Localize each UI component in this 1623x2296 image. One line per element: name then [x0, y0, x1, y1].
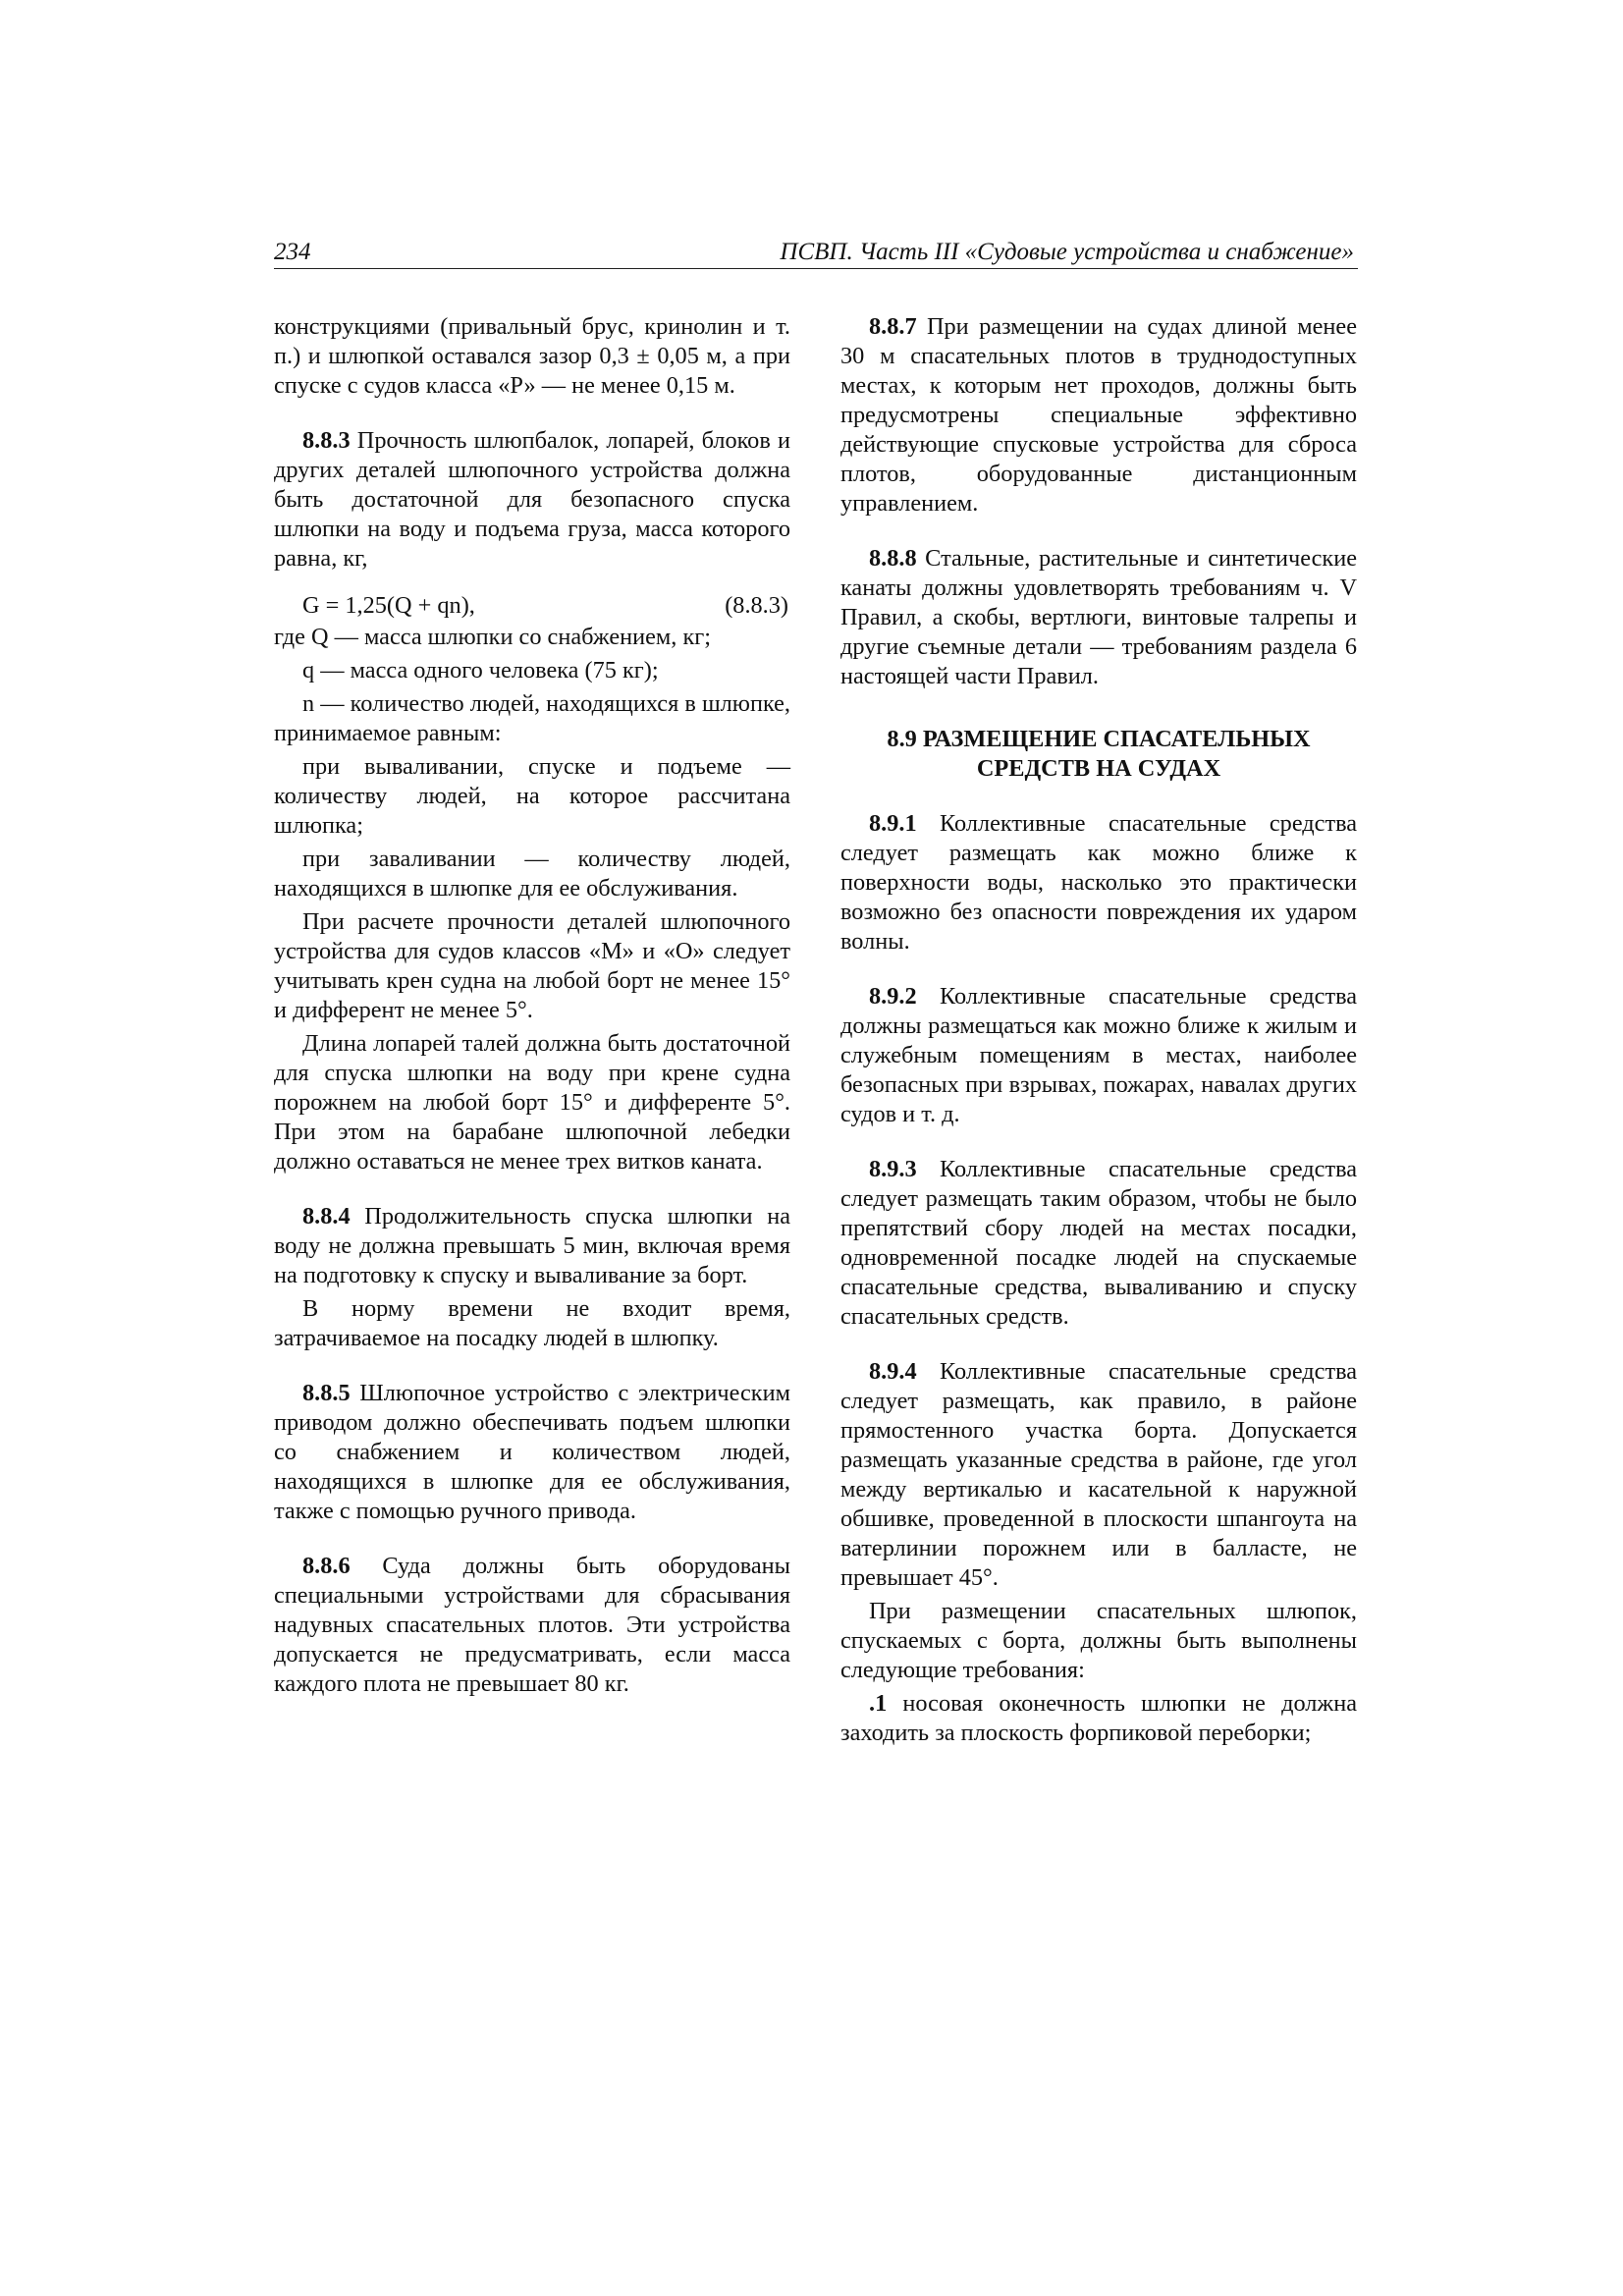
running-title: ПСВП. Часть III «Судовые устройства и снабжение»: [780, 239, 1354, 265]
paragraph-8-9-3: [840, 1155, 1357, 1332]
paragraph-8-8-4: [274, 1202, 790, 1290]
page-number: 234: [274, 239, 311, 265]
paragraph-continuation: конструкциями (привальный брус, кринолин и т. п.) и шлюпкой оставался зазор 0,3 ± 0,05 м, а при спуске с судов класса «Р» — не менее 0,15 м.: [274, 313, 790, 399]
list-item-1: [840, 1689, 1357, 1748]
clause-text: Прочность шлюпбалок, лопарей, блоков и других деталей шлюпочного устройства должна быть достаточной для безопасного спуска шлюпки на воду и подъема груза, масса которого равна, кг,: [274, 427, 790, 572]
paragraph-vyvalivanie: при вываливании, спуске и подъеме — количеству людей, на которое рассчитана шлюпка;: [274, 753, 790, 839]
section-heading-line-1: 8.9 РАЗМЕЩЕНИЕ СПАСАТЕЛЬНЫХ: [887, 726, 1311, 752]
paragraph-pri-razmeshchenii: При размещении спасательных шлюпок, спускаемых с борта, должны быть выполнены следующие требования:: [840, 1598, 1357, 1683]
paragraph-8-8-6: [274, 1552, 790, 1699]
clause-number: 8.8.5: [302, 1380, 351, 1406]
where-small-q: q — масса одного человека (75 кг);: [302, 657, 659, 683]
list-item-number: .1: [869, 1690, 888, 1717]
clause-text: Стальные, растительные и синтетические канаты должны удовлетворять требованиям ч. V Правил, а скобы, вертлюги, винтовые талрепы и другие съемные детали — требованиям раздела 6 настоящей части Правил.: [840, 545, 1357, 689]
clause-text: Суда должны быть оборудованы специальными устройствами для сбрасывания надувных спасательных плотов. Эти устройства допускается не предусматривать, если масса каждого плота не превышает 80 кг.: [274, 1553, 790, 1697]
clause-number: 8.8.7: [869, 313, 917, 340]
clause-number: 8.9.4: [869, 1358, 917, 1385]
list-item-text: носовая оконечность шлюпки не должна заходить за плоскость форпиковой переборки;: [840, 1690, 1357, 1746]
formula-number: (8.8.3): [725, 592, 788, 619]
paragraph-8-8-8: [840, 544, 1357, 691]
paragraph-8-9-4: [840, 1357, 1357, 1593]
clause-number: 8.9.1: [869, 810, 917, 837]
clause-number: 8.8.3: [302, 427, 351, 454]
clause-text: Продолжительность спуска шлюпки на воду не должна превышать 5 мин, включая время на подготовку к спуску и вываливание за борт.: [274, 1203, 790, 1288]
left-column: [274, 312, 790, 1712]
clause-text: Коллективные спасательные средства следует размещать, как правило, в районе прямостенного участка борта. Допускается размещать указанные средства в районе, где угол между вертикалью и касательной к наружной обшивке, проведенной в плоскости шпангоута на ватерлинии порожнем или в балласте, не превышает 45°.: [840, 1358, 1357, 1591]
paragraph-norm: В норму времени не входит время, затрачиваемое на посадку людей в шлюпку.: [274, 1295, 790, 1351]
paragraph-8-8-3: [274, 426, 790, 574]
right-column: [840, 312, 1357, 1748]
paragraph-zavalivanie: при заваливании — количеству людей, находящихся в шлюпке для ее обслуживания.: [274, 846, 790, 902]
clause-text: Коллективные спасательные средства следует размещать таким образом, чтобы не было препятствий сбору людей на местах посадки, одновременной посадке людей на спускаемые спасательные средства, вываливанию и спуску спасательных средств.: [840, 1156, 1357, 1330]
clause-text: Шлюпочное устройство с электрическим приводом должно обеспечивать подъем шлюпки со снабжением и количеством людей, находящихся в шлюпке для ее обслуживания, также с помощью ручного привода.: [274, 1380, 790, 1524]
paragraph-8-8-5: [274, 1379, 790, 1526]
section-heading-8-9: [840, 725, 1357, 784]
formula-8-8-3: [274, 591, 790, 621]
paragraph-dlina: Длина лопарей талей должна быть достаточной для спуска шлюпки на воду при крене судна порожнем на любой борт 15° и дифференте 5°. При этом на барабане шлюпочной лебедки должно оставаться не менее трех витков каната.: [274, 1030, 790, 1175]
page-header: [274, 239, 1358, 269]
clause-number: 8.9.3: [869, 1156, 917, 1182]
clause-text: При размещении на судах длиной менее 30 м спасательных плотов в труднодоступных местах, к которым нет проходов, должны быть предусмотрены специальные эффективно действующие спусковые устройства для сброса плотов, оборудованные дистанционным управлением.: [840, 313, 1357, 517]
section-heading-line-2: СРЕДСТВ НА СУДАХ: [976, 755, 1221, 782]
paragraph-raschet: При расчете прочности деталей шлюпочного устройства для судов классов «М» и «О» следует учитывать крен судна на любой борт не менее 15° и дифферент не менее 5°.: [274, 908, 790, 1023]
clause-number: 8.8.4: [302, 1203, 351, 1230]
clause-number: 8.8.8: [869, 545, 917, 572]
paragraph-8-8-7: [840, 312, 1357, 519]
formula-expression: G = 1,25(Q + qn),: [302, 592, 475, 619]
clause-number: 8.8.6: [302, 1553, 351, 1579]
clause-text: Коллективные спасательные средства должны размещаться как можно ближе к жилым и служебным помещениям в местах, наиболее безопасных при взрывах, пожарах, навалах других судов и т. д.: [840, 983, 1357, 1127]
clause-text: Коллективные спасательные средства следует размещать как можно ближе к поверхности воды, насколько это практически возможно без опасности повреждения их ударом волны.: [840, 810, 1357, 955]
clause-number: 8.9.2: [869, 983, 917, 1010]
paragraph-8-9-1: [840, 809, 1357, 957]
where-q: где Q — масса шлюпки со снабжением, кг;: [274, 624, 711, 650]
where-n: n — количество людей, находящихся в шлюпке, принимаемое равным:: [274, 690, 790, 746]
paragraph-8-9-2: [840, 982, 1357, 1129]
